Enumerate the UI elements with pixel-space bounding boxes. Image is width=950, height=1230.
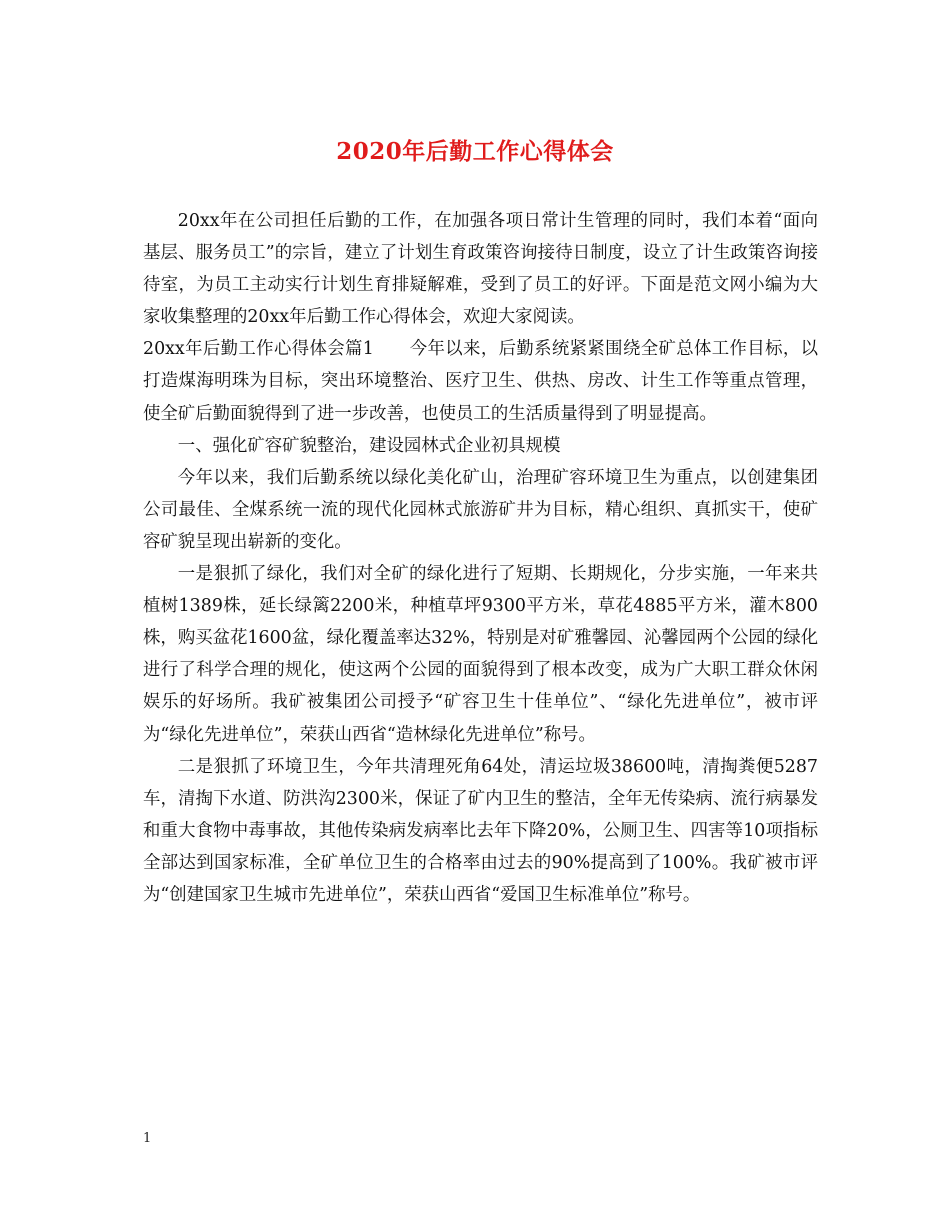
document-body xyxy=(143,205,818,911)
paragraph-section-1: 今年以来，我们后勤系统以绿化美化矿山，治理矿容环境卫生为重点，以创建集团公司最佳、全煤系统一流的现代化园林式旅游矿井为目标，精心组织、真抓实干，使矿容矿貌呈现出崭新的变化。 xyxy=(143,467,818,552)
document-title: 2020年后勤工作心得体会 xyxy=(336,138,614,165)
paragraph-article-1: 20xx年后勤工作心得体会篇1 今年以来，后勤系统紧紧围绕全矿总体工作目标，以打造煤海明珠为目标，突出环境整治、医疗卫生、供热、房改、计生工作等重点管理，使全矿后勤面貌得到了进一步改善，也使员工的生活质量得到了明显提高。 xyxy=(143,339,818,424)
paragraph-greening: 一是狠抓了绿化，我们对全矿的绿化进行了短期、长期规化，分步实施，一年来共植树1389株，延长绿篱2200米，种植草坪9300平方米，草花4885平方米，灌木800株，购买盆花1600盆，绿化覆盖率达32%，特别是对矿雅馨园、沁馨园两个公园的绿化进行了科学合理的规化，使这两个公园的面貌得到了根本改变，成为广大职工群众休闲娱乐的好场所。我矿被集团公司授予“矿容卫生十佳单位”、“绿化先进单位”，被市评为“绿化先进单位”，荣获山西省“造林绿化先进单位”称号。 xyxy=(143,564,818,745)
paragraph-sanitation: 二是狠抓了环境卫生，今年共清理死角64处，清运垃圾38600吨，清掏粪便5287车，清掏下水道、防洪沟2300米，保证了矿内卫生的整洁，全年无传染病、流行病暴发和重大食物中毒事故，其他传染病发病率比去年下降20%，公厕卫生、四害等10项指标全部达到国家标准，全矿单位卫生的合格率由过去的90%提高到了100%。我矿被市评为“创建国家卫生城市先进单位”，荣获山西省“爱国卫生标准单位”称号。 xyxy=(143,756,818,905)
paragraph-intro: 20xx年在公司担任后勤的工作，在加强各项日常计生管理的同时，我们本着“面向基层、服务员工”的宗旨，建立了计划生育政策咨询接待日制度，设立了计生政策咨询接待室，为员工主动实行计划生育排疑解难，受到了员工的好评。下面是范文网小编为大家收集整理的20xx年后勤工作心得体会，欢迎大家阅读。 xyxy=(143,211,818,328)
page-number: 1 xyxy=(143,1131,152,1146)
section-heading-1: 一、强化矿容矿貌整治，建设园林式企业初具规模 xyxy=(177,435,561,456)
